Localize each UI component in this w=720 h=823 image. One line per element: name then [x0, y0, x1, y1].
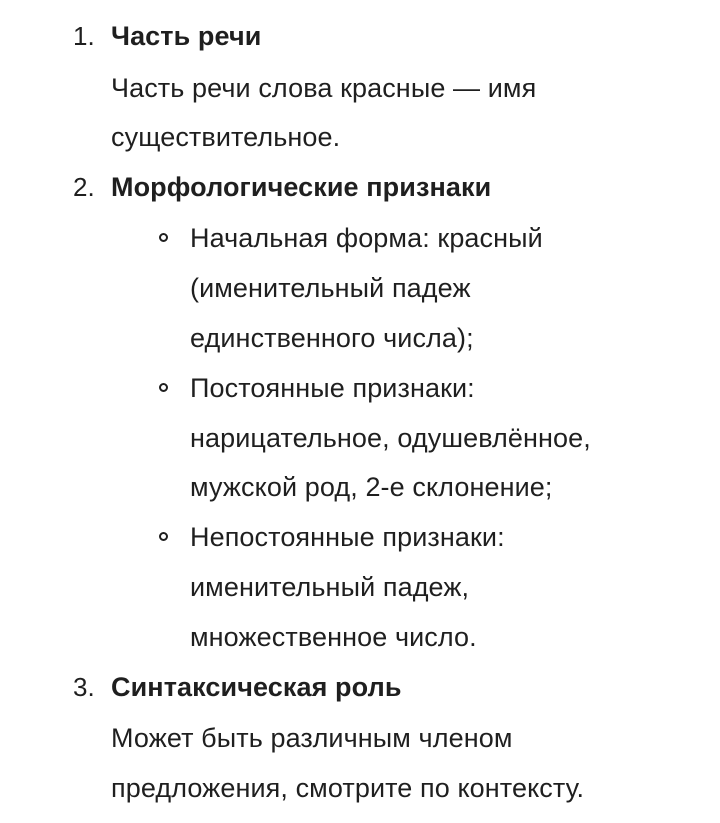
sub-item-line: единственного числа);	[190, 323, 474, 353]
item-number: 2.	[73, 172, 95, 202]
item-heading: Синтаксическая роль	[111, 672, 402, 702]
item-body-line: Часть речи слова красные — имя	[111, 73, 537, 103]
bullet-circle-icon	[159, 383, 168, 392]
sub-item-line: нарицательное, одушевлённое,	[190, 423, 591, 453]
bullet-circle-icon	[159, 233, 168, 242]
sub-item-line: множественное число.	[190, 622, 477, 652]
item-body-line: существительное.	[111, 122, 341, 152]
item-number: 3.	[73, 672, 95, 702]
item-heading: Морфологические признаки	[111, 172, 492, 202]
sub-item-line: именительный падеж,	[190, 572, 470, 602]
bullet-circle-icon	[159, 532, 168, 541]
sub-item-line: мужской род, 2-е склонение;	[190, 472, 553, 502]
sub-item-line: (именительный падеж	[190, 273, 471, 303]
item-number: 1.	[73, 21, 95, 51]
sub-item-line: Непостоянные признаки:	[190, 522, 505, 552]
item-heading: Часть речи	[111, 21, 262, 51]
item-body-line: предложения, смотрите по контексту.	[111, 773, 585, 803]
sub-item-line: Постоянные признаки:	[190, 373, 475, 403]
sub-item-line: Начальная форма: красный	[190, 223, 543, 253]
item-body-line: Может быть различным членом	[111, 723, 513, 753]
